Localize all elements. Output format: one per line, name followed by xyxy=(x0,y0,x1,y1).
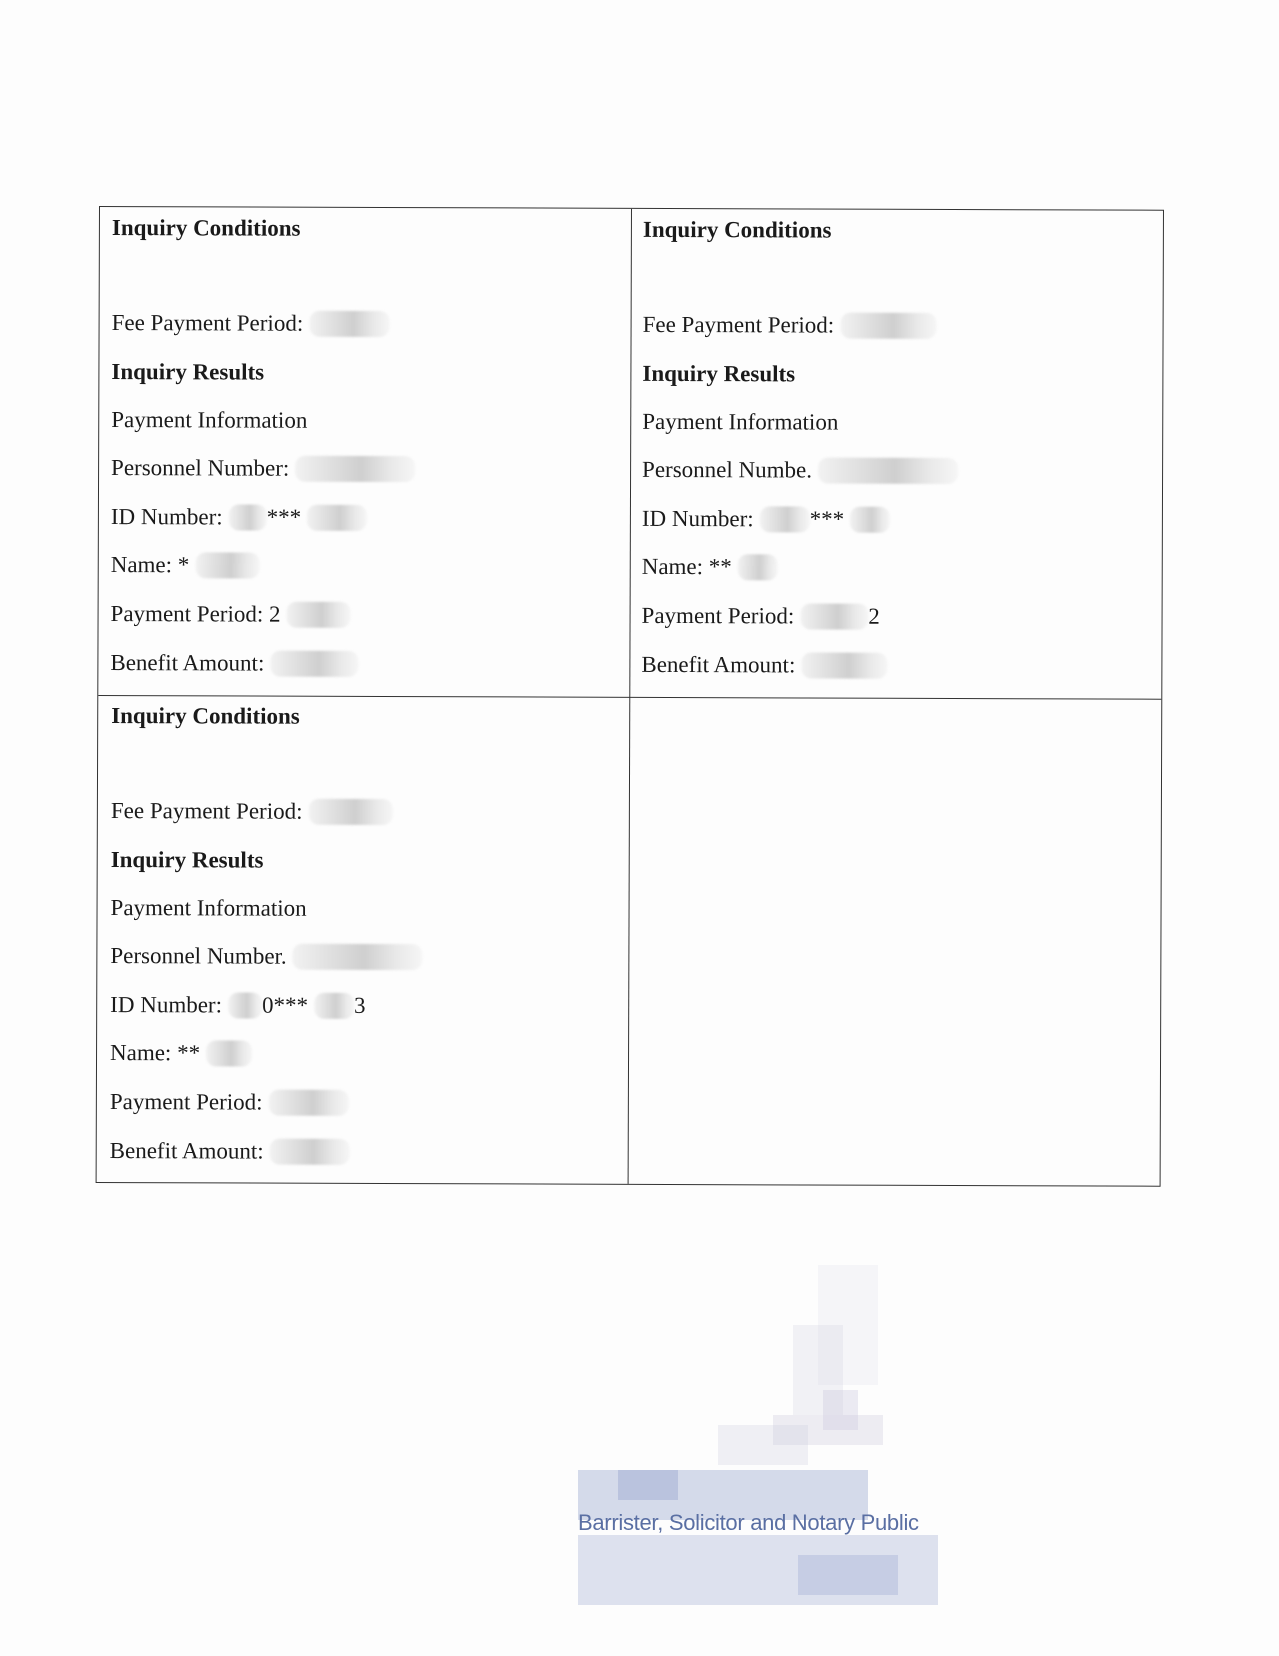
name-row xyxy=(111,550,260,581)
id-number-visible: *** xyxy=(809,506,845,532)
fee-payment-period-label: Fee Payment Period: xyxy=(642,311,835,338)
inquiry-results-heading: Inquiry Results xyxy=(111,359,265,385)
benefit-amount-row xyxy=(110,1136,350,1167)
payment-period-row xyxy=(111,599,351,630)
redacted-value xyxy=(314,992,354,1018)
personnel-number-row xyxy=(642,455,958,486)
benefit-amount-label: Benefit Amount: xyxy=(110,650,265,676)
payment-period-label: Payment Period: xyxy=(110,601,264,627)
empty-cell xyxy=(628,697,1164,1188)
payment-period-visible: 2 xyxy=(868,603,880,629)
redacted-value xyxy=(308,798,392,824)
notary-stamp xyxy=(578,1265,958,1605)
name-label: Name: xyxy=(110,1040,172,1066)
payment-period-row xyxy=(642,601,880,632)
record-cell-2 xyxy=(629,209,1165,699)
name-visible: ** xyxy=(708,554,732,580)
payment-information-label: Payment Information xyxy=(111,407,308,433)
record-cell-3 xyxy=(97,695,630,1186)
benefit-amount-row xyxy=(110,648,358,679)
name-visible: * xyxy=(177,552,190,578)
name-label: Name: xyxy=(110,552,173,578)
payment-information-label: Payment Information xyxy=(642,408,839,435)
payment-period-label: Payment Period: xyxy=(641,602,795,629)
id-number-visible: 0*** xyxy=(261,992,309,1018)
redacted-value xyxy=(206,1040,252,1066)
inquiry-results-table xyxy=(96,206,1164,1187)
name-row xyxy=(110,1038,252,1068)
redacted-value xyxy=(801,652,887,678)
inquiry-conditions-heading: Inquiry Conditions xyxy=(111,703,300,729)
redacted-value xyxy=(229,504,267,530)
redacted-value xyxy=(228,992,262,1018)
record-cell-1 xyxy=(98,207,631,697)
payment-information-label: Payment Information xyxy=(110,895,307,921)
benefit-amount-row xyxy=(641,650,887,681)
redacted-value xyxy=(295,455,415,481)
inquiry-results-heading: Inquiry Results xyxy=(642,360,796,387)
redacted-value xyxy=(286,601,350,627)
benefit-amount-label: Benefit Amount: xyxy=(641,651,796,678)
personnel-number-row xyxy=(110,941,422,972)
personnel-number-label: Personnel Numbe. xyxy=(642,456,813,483)
stamp-pixel xyxy=(718,1425,808,1465)
fee-payment-period-row xyxy=(643,310,937,341)
redacted-value xyxy=(270,650,358,676)
id-number-row xyxy=(111,502,367,533)
notary-stamp-text: Barrister, Solicitor and Notary Public xyxy=(578,1510,919,1535)
redacted-value xyxy=(195,552,259,578)
redacted-value xyxy=(818,457,958,483)
personnel-number-label: Personnel Number. xyxy=(110,943,287,969)
id-number-label: ID Number: xyxy=(641,505,754,532)
benefit-amount-label: Benefit Amount: xyxy=(109,1138,264,1164)
redacted-value xyxy=(307,504,367,530)
payment-period-row xyxy=(110,1087,349,1118)
stamp-pixel xyxy=(618,1470,678,1500)
id-number-row xyxy=(110,990,365,1021)
id-number-tail: 3 xyxy=(353,992,366,1018)
payment-period-visible: 2 xyxy=(268,601,281,627)
personnel-number-label: Personnel Number: xyxy=(111,455,290,481)
fee-payment-period-row xyxy=(112,308,390,339)
redacted-value xyxy=(800,603,868,629)
stamp-pixel xyxy=(798,1555,898,1595)
fee-payment-period-label: Fee Payment Period: xyxy=(111,310,304,336)
redacted-value xyxy=(270,1138,350,1164)
name-label: Name: xyxy=(641,553,704,580)
redacted-value xyxy=(840,312,936,338)
redacted-value xyxy=(293,943,423,969)
name-row xyxy=(642,552,778,582)
id-number-label: ID Number: xyxy=(110,504,223,530)
id-number-visible: *** xyxy=(266,504,302,530)
id-number-label: ID Number: xyxy=(110,992,223,1018)
payment-period-label: Payment Period: xyxy=(109,1089,263,1115)
personnel-number-row xyxy=(111,453,415,484)
id-number-row xyxy=(642,504,890,535)
redacted-value xyxy=(269,1089,349,1115)
redacted-value xyxy=(850,506,890,532)
inquiry-results-heading: Inquiry Results xyxy=(110,847,264,873)
redacted-value xyxy=(738,554,778,580)
inquiry-conditions-heading: Inquiry Conditions xyxy=(642,216,832,243)
fee-payment-period-row xyxy=(111,796,393,827)
redacted-value xyxy=(309,310,389,336)
name-visible: ** xyxy=(177,1040,201,1066)
fee-payment-period-label: Fee Payment Period: xyxy=(110,798,303,824)
redacted-value xyxy=(760,506,810,532)
inquiry-conditions-heading: Inquiry Conditions xyxy=(111,215,301,241)
